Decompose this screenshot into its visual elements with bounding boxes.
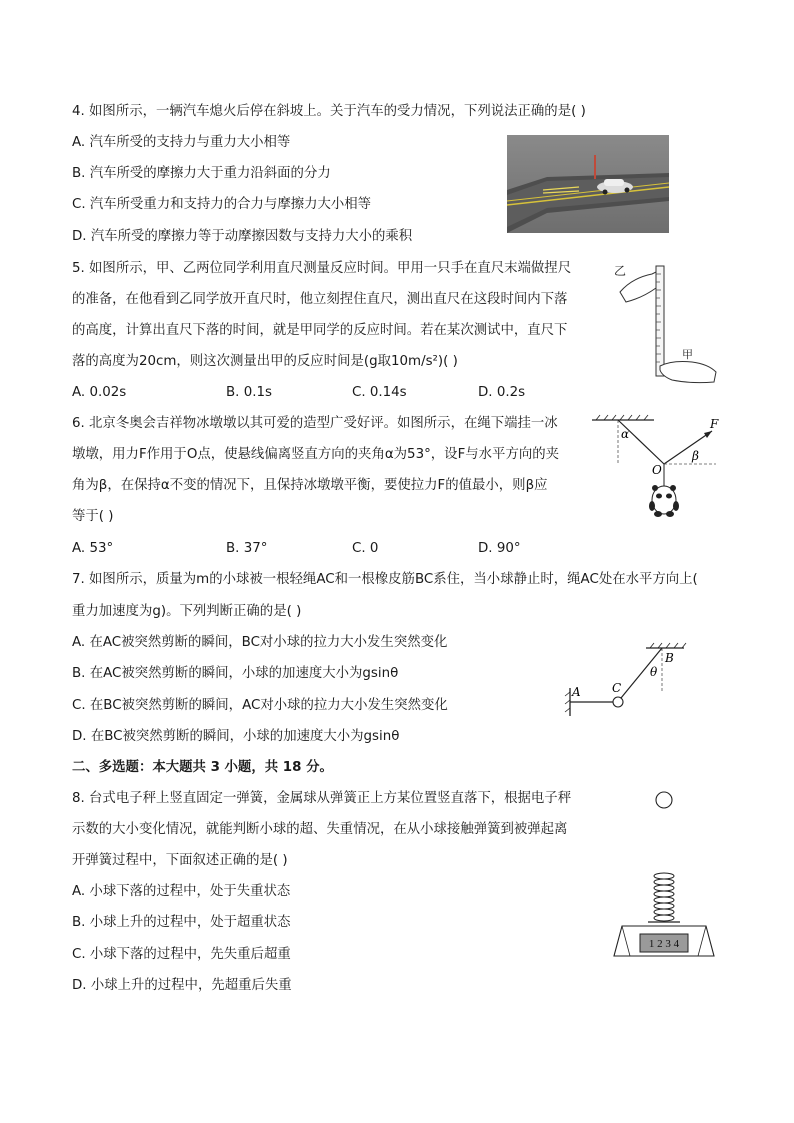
label-alpha: α: [621, 427, 630, 441]
q4-option-a: A. 汽车所受的支持力与重力大小相等: [72, 135, 291, 150]
q4-option-b: B. 汽车所受的摩擦力大于重力沿斜面的分力: [72, 166, 331, 181]
q7-option-a: A. 在AC被突然剪断的瞬间，BC对小球的拉力大小发生突然变化: [72, 635, 448, 650]
q8-line-2: 示数的大小变化情况，就能判断小球的超、失重情况，在从小球接触弹簧到被弹起离: [72, 822, 568, 837]
q8-line-1: 8. 台式电子秤上竖直固定一弹簧，金属球从弹簧正上方某位置竖直落下，根据电子秤: [72, 791, 572, 806]
q8-option-c: C. 小球下落的过程中，先失重后超重: [72, 947, 291, 962]
q6-option-c: C. 0: [352, 541, 379, 556]
q5-line-1: 5. 如图所示，甲、乙两位同学利用直尺测量反应时间。甲用一只手在直尺末端做捏尺: [72, 261, 572, 276]
label-yi: 乙: [614, 264, 627, 278]
q8-option-a: A. 小球下落的过程中，处于失重状态: [72, 884, 291, 899]
label-A: A: [572, 685, 581, 699]
q7-option-b: B. 在AC被突然剪断的瞬间，小球的加速度大小为gsinθ: [72, 666, 399, 681]
q5-option-a: A. 0.02s: [72, 385, 127, 400]
label-C: C: [612, 681, 622, 695]
q6-line-4: 等于( ): [72, 509, 114, 524]
label-O: O: [652, 463, 662, 477]
q8-option-b: B. 小球上升的过程中，处于超重状态: [72, 915, 291, 930]
label-F: F: [710, 417, 719, 431]
q5-line-4: 落的高度为20cm，则这次测量出甲的反应时间是(g取10m/s²)( ): [72, 354, 458, 369]
q6-line-3: 角为β，在保持α不变的情况下，且保持冰墩墩平衡，要使拉力F的值最小，则β应: [72, 478, 548, 493]
q7-option-d: D. 在BC被突然剪断的瞬间，小球的加速度大小为gsinθ: [72, 729, 400, 744]
label-theta: θ: [650, 665, 658, 679]
scale-display: 1 2 3 4: [648, 938, 680, 950]
q6-option-a: A. 53°: [72, 541, 114, 556]
spring-scale-figure: [608, 786, 720, 958]
q6-line-2: 墩墩，用力F作用于O点，使悬线偏离竖直方向的夹角α为53°，设F与水平方向的夹: [72, 447, 560, 462]
q6-option-b: B. 37°: [226, 541, 268, 556]
car-on-slope-figure: [507, 135, 669, 233]
q8-line-3: 开弹簧过程中，下面叙述正确的是( ): [72, 853, 288, 868]
section-2-heading: 二、多选题：本大题共 3 小题，共 18 分。: [72, 760, 333, 775]
q4-option-d: D. 汽车所受的摩擦力等于动摩擦因数与支持力大小的乘积: [72, 229, 413, 244]
label-B: B: [665, 651, 674, 665]
q6-option-d: D. 90°: [478, 541, 521, 556]
label-jia: 甲: [682, 348, 693, 361]
q5-option-c: C. 0.14s: [352, 385, 407, 400]
q7-line-2: 重力加速度为g)。下列判断正确的是( ): [72, 604, 302, 619]
q5-option-b: B. 0.1s: [226, 385, 272, 400]
q5-line-3: 的高度，计算出直尺下落的时间，就是甲同学的反应时间。若在某次测试中，直尺下: [72, 323, 568, 338]
q8-option-d: D. 小球上升的过程中，先超重后失重: [72, 978, 292, 993]
q4-option-c: C. 汽车所受重力和支持力的合力与摩擦力大小相等: [72, 197, 372, 212]
q4-stem: 4. 如图所示，一辆汽车熄火后停在斜坡上。关于汽车的受力情况，下列说法正确的是( ): [72, 104, 586, 119]
ruler-reaction-figure: [612, 262, 722, 384]
q6-line-1: 6. 北京冬奥会吉祥物冰墩墩以其可爱的造型广受好评。如图所示，在绳下端挂一冰: [72, 416, 558, 431]
label-beta: β: [692, 449, 699, 463]
q7-line-1: 7. 如图所示，质量为m的小球被一根轻绳AC和一根橡皮筋BC系住，当小球静止时，绳AC处在水平方向上(: [72, 572, 698, 587]
q5-line-2: 的准备，在他看到乙同学放开直尺时，他立刻捏住直尺，测出直尺在这段时间内下落: [72, 292, 568, 307]
ball-string-band-figure: [562, 640, 688, 720]
q5-option-d: D. 0.2s: [478, 385, 526, 400]
q7-option-c: C. 在BC被突然剪断的瞬间，AC对小球的拉力大小发生突然变化: [72, 698, 448, 713]
bing-dwen-dwen-figure: [588, 414, 724, 520]
